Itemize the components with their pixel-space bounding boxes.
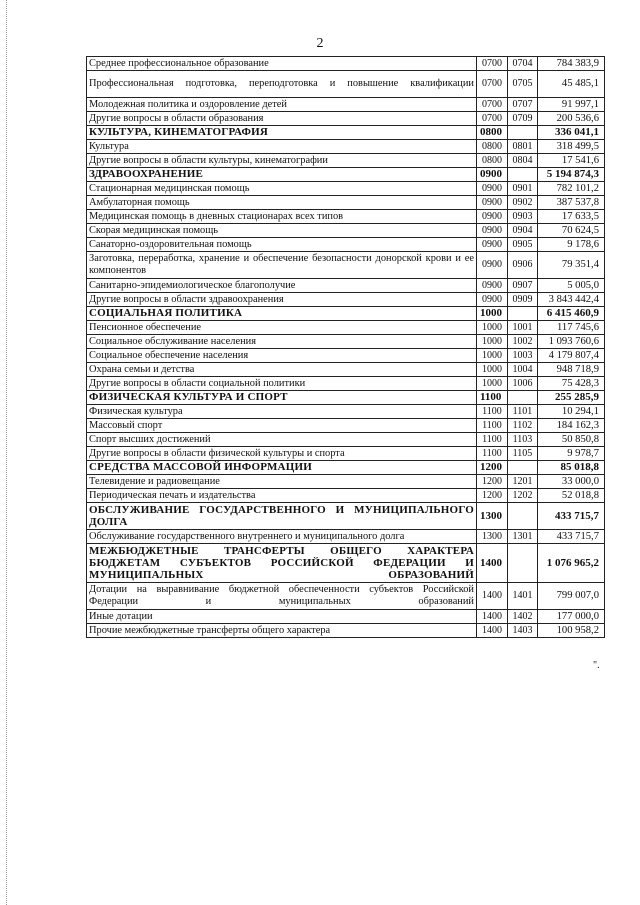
- row-amount-cell: 52 018,8: [538, 489, 605, 503]
- table-row: [87, 279, 605, 293]
- row-amount-cell: 5 005,0: [538, 279, 605, 293]
- row-amount-cell: 184 162,3: [538, 419, 605, 433]
- row-section-code: 1100: [477, 433, 508, 447]
- row-name-cell: Физическая культура: [87, 405, 477, 419]
- row-section-code: 0700: [477, 98, 508, 112]
- row-amount-cell: 45 485,1: [538, 71, 605, 98]
- table-row: [87, 405, 605, 419]
- row-name-cell: Профессиональная подготовка, переподготовка и повышение квалификации: [87, 71, 477, 98]
- table-row: [87, 224, 605, 238]
- row-amount-cell: 17 541,6: [538, 154, 605, 168]
- table-row: [87, 293, 605, 307]
- row-subsection-code: 0907: [508, 279, 538, 293]
- table-row: [87, 610, 605, 624]
- row-name-cell: Прочие межбюджетные трансферты общего характера: [87, 624, 477, 638]
- table-row: [87, 238, 605, 252]
- row-amount-cell: 70 624,5: [538, 224, 605, 238]
- row-amount-cell: 1 076 965,2: [538, 544, 605, 583]
- row-name-cell: Массовый спорт: [87, 419, 477, 433]
- row-amount-cell: 91 997,1: [538, 98, 605, 112]
- row-amount-cell: 9 978,7: [538, 447, 605, 461]
- table-row: [87, 252, 605, 279]
- row-section-code: 0700: [477, 112, 508, 126]
- table-row: [87, 583, 605, 610]
- row-amount-cell: 784 383,9: [538, 57, 605, 71]
- row-subsection-code: 1301: [508, 530, 538, 544]
- row-section-code: 1000: [477, 349, 508, 363]
- row-name-cell: Дотации на выравнивание бюджетной обеспеченности субъектов Российской Федерации и муниципальных образований: [87, 583, 477, 610]
- row-section-code: 0700: [477, 71, 508, 98]
- row-subsection-code: 1001: [508, 321, 538, 335]
- row-section-code: 0900: [477, 196, 508, 210]
- row-name-cell: Периодическая печать и издательства: [87, 489, 477, 503]
- row-name-cell: КУЛЬТУРА, КИНЕМАТОГРАФИЯ: [87, 126, 477, 140]
- row-section-code: 0700: [477, 57, 508, 71]
- row-amount-cell: 200 536,6: [538, 112, 605, 126]
- row-subsection-code: [508, 544, 538, 583]
- row-name-cell: МЕЖБЮДЖЕТНЫЕ ТРАНСФЕРТЫ ОБЩЕГО ХАРАКТЕРА БЮДЖЕТАМ СУБЪЕКТОВ РОССИЙСКОЙ ФЕДЕРАЦИИ И МУНИЦИПАЛЬНЫХ ОБРАЗОВАНИЙ: [87, 544, 477, 583]
- row-name-cell: Заготовка, переработка, хранение и обеспечение безопасности донорской крови и ее компонентов: [87, 252, 477, 279]
- row-section-code: 1100: [477, 419, 508, 433]
- row-name-cell: Амбулаторная помощь: [87, 196, 477, 210]
- row-subsection-code: 1004: [508, 363, 538, 377]
- table-row: [87, 475, 605, 489]
- table-row: [87, 112, 605, 126]
- row-section-code: 0800: [477, 126, 508, 140]
- row-section-code: 1300: [477, 530, 508, 544]
- row-amount-cell: 50 850,8: [538, 433, 605, 447]
- table-row: [87, 530, 605, 544]
- row-name-cell: Санаторно-оздоровительная помощь: [87, 238, 477, 252]
- row-subsection-code: 0707: [508, 98, 538, 112]
- table-row: [87, 321, 605, 335]
- row-name-cell: Другие вопросы в области социальной политики: [87, 377, 477, 391]
- table-row: [87, 196, 605, 210]
- row-name-cell: Скорая медицинская помощь: [87, 224, 477, 238]
- row-amount-cell: 3 843 442,4: [538, 293, 605, 307]
- row-amount-cell: 117 745,6: [538, 321, 605, 335]
- row-name-cell: Среднее профессиональное образование: [87, 57, 477, 71]
- row-subsection-code: [508, 168, 538, 182]
- row-amount-cell: 79 351,4: [538, 252, 605, 279]
- row-subsection-code: 0903: [508, 210, 538, 224]
- table-row: [87, 419, 605, 433]
- row-name-cell: Культура: [87, 140, 477, 154]
- row-name-cell: Спорт высших достижений: [87, 433, 477, 447]
- row-subsection-code: 0904: [508, 224, 538, 238]
- row-section-code: 1400: [477, 624, 508, 638]
- row-name-cell: Другие вопросы в области культуры, кинематографии: [87, 154, 477, 168]
- section-row: [87, 168, 605, 182]
- row-name-cell: Социальное обслуживание населения: [87, 335, 477, 349]
- row-amount-cell: 85 018,8: [538, 461, 605, 475]
- row-amount-cell: 948 718,9: [538, 363, 605, 377]
- row-amount-cell: 336 041,1: [538, 126, 605, 140]
- row-subsection-code: [508, 461, 538, 475]
- row-subsection-code: 0709: [508, 112, 538, 126]
- row-name-cell: Охрана семьи и детства: [87, 363, 477, 377]
- row-section-code: 0900: [477, 279, 508, 293]
- table-row: [87, 489, 605, 503]
- row-name-cell: ОБСЛУЖИВАНИЕ ГОСУДАРСТВЕННОГО И МУНИЦИПАЛЬНОГО ДОЛГА: [87, 503, 477, 530]
- section-row: [87, 307, 605, 321]
- row-amount-cell: 318 499,5: [538, 140, 605, 154]
- table-row: [87, 210, 605, 224]
- section-row: [87, 461, 605, 475]
- row-amount-cell: 6 415 460,9: [538, 307, 605, 321]
- row-name-cell: Пенсионное обеспечение: [87, 321, 477, 335]
- row-subsection-code: 1201: [508, 475, 538, 489]
- row-amount-cell: 4 179 807,4: [538, 349, 605, 363]
- row-section-code: 1300: [477, 503, 508, 530]
- row-section-code: 0900: [477, 168, 508, 182]
- table-row: [87, 624, 605, 638]
- section-row: [87, 391, 605, 405]
- row-name-cell: Иные дотации: [87, 610, 477, 624]
- table-row: [87, 182, 605, 196]
- row-subsection-code: 0705: [508, 71, 538, 98]
- row-section-code: 0900: [477, 252, 508, 279]
- row-amount-cell: 10 294,1: [538, 405, 605, 419]
- row-section-code: 0900: [477, 293, 508, 307]
- budget-table: [86, 56, 605, 638]
- row-subsection-code: 0901: [508, 182, 538, 196]
- table-row: [87, 57, 605, 71]
- row-subsection-code: 1401: [508, 583, 538, 610]
- row-name-cell: ЗДРАВООХРАНЕНИЕ: [87, 168, 477, 182]
- row-name-cell: Другие вопросы в области образования: [87, 112, 477, 126]
- table-row: [87, 349, 605, 363]
- row-subsection-code: [508, 126, 538, 140]
- row-name-cell: Санитарно-эпидемиологическое благополучие: [87, 279, 477, 293]
- row-amount-cell: 1 093 760,6: [538, 335, 605, 349]
- row-amount-cell: 177 000,0: [538, 610, 605, 624]
- page-number: 2: [316, 36, 324, 51]
- row-name-cell: Другие вопросы в области здравоохранения: [87, 293, 477, 307]
- row-subsection-code: 0909: [508, 293, 538, 307]
- row-name-cell: Стационарная медицинская помощь: [87, 182, 477, 196]
- row-subsection-code: 0704: [508, 57, 538, 71]
- row-section-code: 1000: [477, 307, 508, 321]
- row-section-code: 1400: [477, 544, 508, 583]
- row-section-code: 1400: [477, 610, 508, 624]
- row-name-cell: Медицинская помощь в дневных стационарах всех типов: [87, 210, 477, 224]
- row-amount-cell: 799 007,0: [538, 583, 605, 610]
- table-row: [87, 98, 605, 112]
- row-subsection-code: 0902: [508, 196, 538, 210]
- row-section-code: 0900: [477, 224, 508, 238]
- row-amount-cell: 17 633,5: [538, 210, 605, 224]
- row-amount-cell: 100 958,2: [538, 624, 605, 638]
- row-subsection-code: 1105: [508, 447, 538, 461]
- row-section-code: 0800: [477, 154, 508, 168]
- budget-table-body: [87, 57, 605, 638]
- section-row: [87, 503, 605, 530]
- row-amount-cell: 33 000,0: [538, 475, 605, 489]
- row-name-cell: ФИЗИЧЕСКАЯ КУЛЬТУРА И СПОРТ: [87, 391, 477, 405]
- row-subsection-code: [508, 391, 538, 405]
- row-subsection-code: 0801: [508, 140, 538, 154]
- row-amount-cell: 433 715,7: [538, 503, 605, 530]
- row-subsection-code: [508, 503, 538, 530]
- row-subsection-code: 0906: [508, 252, 538, 279]
- table-row: [87, 140, 605, 154]
- section-row: [87, 126, 605, 140]
- row-subsection-code: 0804: [508, 154, 538, 168]
- row-section-code: 1100: [477, 447, 508, 461]
- row-subsection-code: 1102: [508, 419, 538, 433]
- row-subsection-code: 1103: [508, 433, 538, 447]
- table-row: [87, 154, 605, 168]
- row-subsection-code: 1202: [508, 489, 538, 503]
- row-section-code: 0900: [477, 182, 508, 196]
- row-section-code: 1000: [477, 377, 508, 391]
- row-section-code: 1200: [477, 461, 508, 475]
- row-name-cell: Другие вопросы в области физической культуры и спорта: [87, 447, 477, 461]
- row-section-code: 0800: [477, 140, 508, 154]
- row-subsection-code: 1002: [508, 335, 538, 349]
- row-section-code: 1100: [477, 391, 508, 405]
- table-row: [87, 433, 605, 447]
- row-name-cell: СРЕДСТВА МАССОВОЙ ИНФОРМАЦИИ: [87, 461, 477, 475]
- binding-edge-dots: [6, 0, 10, 905]
- row-amount-cell: 255 285,9: [538, 391, 605, 405]
- row-section-code: 1000: [477, 335, 508, 349]
- row-subsection-code: 1101: [508, 405, 538, 419]
- row-name-cell: Социальное обеспечение населения: [87, 349, 477, 363]
- table-row: [87, 363, 605, 377]
- row-amount-cell: 387 537,8: [538, 196, 605, 210]
- section-row: [87, 544, 605, 583]
- row-name-cell: Телевидение и радиовещание: [87, 475, 477, 489]
- row-section-code: 1000: [477, 321, 508, 335]
- row-name-cell: Молодежная политика и оздоровление детей: [87, 98, 477, 112]
- row-name-cell: СОЦИАЛЬНАЯ ПОЛИТИКА: [87, 307, 477, 321]
- row-section-code: 0900: [477, 238, 508, 252]
- table-row: [87, 335, 605, 349]
- row-subsection-code: 1003: [508, 349, 538, 363]
- row-subsection-code: 1403: [508, 624, 538, 638]
- row-subsection-code: [508, 307, 538, 321]
- footer-quote-mark: ".: [593, 660, 600, 671]
- row-amount-cell: 433 715,7: [538, 530, 605, 544]
- row-subsection-code: 0905: [508, 238, 538, 252]
- table-row: [87, 71, 605, 98]
- row-section-code: 1100: [477, 405, 508, 419]
- row-amount-cell: 75 428,3: [538, 377, 605, 391]
- row-subsection-code: 1006: [508, 377, 538, 391]
- row-amount-cell: 782 101,2: [538, 182, 605, 196]
- row-section-code: 1200: [477, 475, 508, 489]
- table-row: [87, 447, 605, 461]
- row-section-code: 1200: [477, 489, 508, 503]
- row-section-code: 1000: [477, 363, 508, 377]
- row-amount-cell: 9 178,6: [538, 238, 605, 252]
- row-subsection-code: 1402: [508, 610, 538, 624]
- row-section-code: 0900: [477, 210, 508, 224]
- row-name-cell: Обслуживание государственного внутреннего и муниципального долга: [87, 530, 477, 544]
- table-row: [87, 377, 605, 391]
- row-amount-cell: 5 194 874,3: [538, 168, 605, 182]
- row-section-code: 1400: [477, 583, 508, 610]
